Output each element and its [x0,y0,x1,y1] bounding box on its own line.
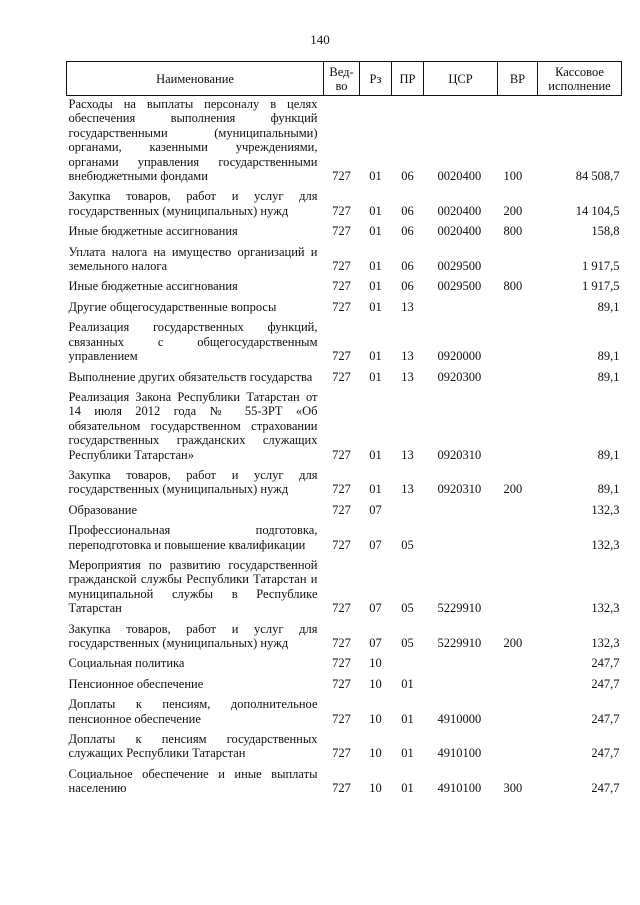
cell-vr: 300 [503,781,523,796]
cell-csr: 0029500 [437,259,482,274]
cell-pr: 05 [401,537,414,552]
cell-csr: 0029500 [437,279,482,294]
table-row [67,616,622,651]
cell-name: Реализация Закона Республики Татарстан от 14 июля 2012 года № 55-ЗРТ «Об обязательном государственном страховании государственных гражданских служащих Республики Татарстан» [68,389,318,462]
cell-csr: 4910100 [437,746,482,761]
cell-csr: 0020400 [437,203,482,218]
cell-rz: 10 [369,711,382,726]
cell-csr: 5229910 [437,636,482,650]
cell-csr: 0020400 [437,169,482,184]
table-row [67,384,622,462]
cell-vr [498,294,538,314]
table-row [67,239,622,274]
cell-vr [498,364,538,384]
cell-ved: 727 [332,279,351,294]
table-row [67,552,622,616]
cell-name: Социальная политика [68,656,185,671]
cell-kas: 1 917,5 [582,279,620,294]
cell-ved: 727 [332,636,351,650]
cell-name: Закупка товаров, работ и услуг для государственных (муниципальных) нужд [68,621,318,650]
cell-rz: 01 [369,203,382,218]
cell-vr [498,552,538,616]
cell-kas: 89,1 [597,482,620,497]
cell-rz: 01 [369,482,382,497]
cell-kas: 158,8 [591,224,620,239]
cell-vr [498,497,538,517]
cell-ved: 727 [332,601,351,616]
cell-vr: 200 [503,482,523,497]
table-row [67,273,622,293]
cell-pr: 05 [401,636,414,650]
cell-kas: 89,1 [597,299,620,314]
cell-rz: 01 [369,299,382,314]
cell-csr: 0020400 [437,224,482,239]
cell-ved: 727 [332,537,351,552]
cell-rz: 01 [369,279,382,294]
cell-pr: 06 [401,169,414,184]
cell-ved: 727 [332,299,351,314]
table-row [67,183,622,218]
cell-name: Иные бюджетные ассигнования [68,224,238,239]
cell-pr: 05 [401,601,414,616]
cell-kas: 247,7 [591,676,620,691]
table-row [67,218,622,238]
cell-ved: 727 [332,203,351,218]
cell-pr: 06 [401,259,414,274]
cell-csr [424,671,498,691]
cell-kas: 89,1 [597,349,620,364]
cell-vr [498,384,538,462]
cell-kas: 89,1 [597,369,620,384]
page-number: 140 [310,32,330,47]
cell-rz: 10 [369,781,382,796]
cell-vr [498,671,538,691]
cell-ved: 727 [332,711,351,726]
cell-vr [498,691,538,726]
cell-vr [498,314,538,363]
cell-name: Доплаты к пенсиям, дополнительное пенсионное обеспечение [68,697,318,726]
cell-pr: 06 [401,203,414,218]
cell-pr: 01 [401,781,414,796]
cell-kas: 132,3 [591,537,620,552]
header-kas: Кассовое исполнение [538,62,622,96]
cell-csr: 0920310 [437,447,482,462]
cell-csr: 0920310 [437,482,482,497]
cell-vr [498,726,538,761]
cell-kas: 84 508,7 [575,169,620,184]
cell-kas: 89,1 [597,447,620,462]
table-header [67,62,622,96]
cell-pr: 13 [401,369,414,384]
cell-name: Закупка товаров, работ и услуг для государственных (муниципальных) нужд [68,189,318,218]
cell-pr: 01 [401,711,414,726]
cell-vr [498,650,538,670]
cell-rz: 07 [369,636,382,650]
cell-kas: 247,7 [591,781,620,796]
cell-csr: 0920300 [437,369,482,384]
cell-csr [424,497,498,517]
cell-vr [498,239,538,274]
cell-rz: 01 [369,447,382,462]
table-row [67,314,622,363]
cell-ved: 727 [332,746,351,761]
cell-pr [392,650,424,670]
cell-name: Закупка товаров, работ и услуг для государственных (муниципальных) нужд [68,467,318,497]
cell-ved: 727 [332,676,351,691]
cell-rz: 01 [369,349,382,364]
cell-name: Иные бюджетные ассигнования [68,279,238,294]
cell-name: Профессиональная подготовка, переподготовка и повышение квалификации [68,523,318,552]
table-row [67,517,622,552]
cell-rz: 01 [369,259,382,274]
cell-rz: 10 [369,656,382,671]
cell-pr: 13 [401,447,414,462]
table-body [67,96,622,796]
table-row [67,650,622,670]
cell-kas: 247,7 [591,711,620,726]
table-row [67,761,622,796]
cell-vr: 200 [503,636,523,650]
cell-ved: 727 [332,369,351,384]
cell-kas: 14 104,5 [575,203,620,218]
cell-ved: 727 [332,169,351,184]
table-row [67,497,622,517]
header-rz: Рз [360,62,392,96]
cell-rz: 10 [369,746,382,761]
cell-name: Социальное обеспечение и иные выплаты населению [68,766,318,796]
table-row [67,462,622,497]
cell-pr: 01 [401,676,414,691]
cell-rz: 07 [369,502,382,517]
cell-rz: 07 [369,601,382,616]
cell-name: Реализация государственных функций, связанных с общегосударственным управлением [68,320,318,364]
cell-rz: 01 [369,169,382,184]
cell-name: Мероприятия по развитию государственной гражданской службы Республики Татарстан и муниципальной службы в Республике Татарстан [68,557,318,616]
cell-vr: 800 [503,279,523,294]
table-row [67,96,622,184]
cell-name: Пенсионное обеспечение [68,676,204,691]
cell-ved: 727 [332,349,351,364]
cell-vr: 100 [503,169,523,184]
cell-ved: 727 [332,224,351,239]
header-ved: Вед-во [324,62,360,96]
cell-rz: 01 [369,369,382,384]
cell-pr [392,497,424,517]
cell-rz: 07 [369,537,382,552]
cell-csr: 5229910 [437,601,482,616]
cell-pr: 06 [401,224,414,239]
header-csr: ЦСР [424,62,498,96]
cell-pr: 13 [401,299,414,314]
cell-kas: 1 917,5 [582,259,620,274]
cell-ved: 727 [332,502,351,517]
cell-csr: 4910100 [437,781,482,796]
cell-csr [424,517,498,552]
cell-ved: 727 [332,656,351,671]
cell-kas: 132,3 [591,502,620,517]
cell-csr [424,650,498,670]
cell-vr [498,517,538,552]
header-pr: ПР [392,62,424,96]
cell-ved: 727 [332,447,351,462]
table-row [67,726,622,761]
cell-csr: 4910000 [437,711,482,726]
table-row [67,294,622,314]
cell-name: Образование [68,502,138,517]
cell-csr [424,294,498,314]
header-name: Наименование [67,62,324,96]
cell-vr: 200 [503,203,523,218]
table-row [67,691,622,726]
cell-name: Расходы на выплаты персоналу в целях обеспечения выполнения функций государственными (муниципальными) органами, казенными учреждениями, органами управления государственными внебюджетными фондами [68,97,318,184]
table-row [67,671,622,691]
cell-vr: 800 [503,224,523,239]
cell-csr: 0920000 [437,349,482,364]
cell-rz: 10 [369,676,382,691]
cell-kas: 132,3 [591,636,620,650]
table-row [67,364,622,384]
cell-pr: 01 [401,746,414,761]
cell-kas: 247,7 [591,656,620,671]
cell-name: Другие общегосударственные вопросы [68,299,277,314]
cell-name: Выполнение других обязательств государства [68,369,313,384]
cell-name: Уплата налога на имущество организаций и земельного налога [68,244,318,274]
cell-pr: 13 [401,349,414,364]
cell-name: Доплаты к пенсиям государственных служащих Республики Татарстан [68,732,318,761]
budget-table [66,61,622,796]
cell-kas: 132,3 [591,601,620,616]
cell-ved: 727 [332,781,351,796]
header-vr: ВР [498,62,538,96]
cell-rz: 01 [369,224,382,239]
cell-ved: 727 [332,259,351,274]
cell-pr: 06 [401,279,414,294]
cell-pr: 13 [401,482,414,497]
cell-ved: 727 [332,482,351,497]
cell-kas: 247,7 [591,746,620,761]
